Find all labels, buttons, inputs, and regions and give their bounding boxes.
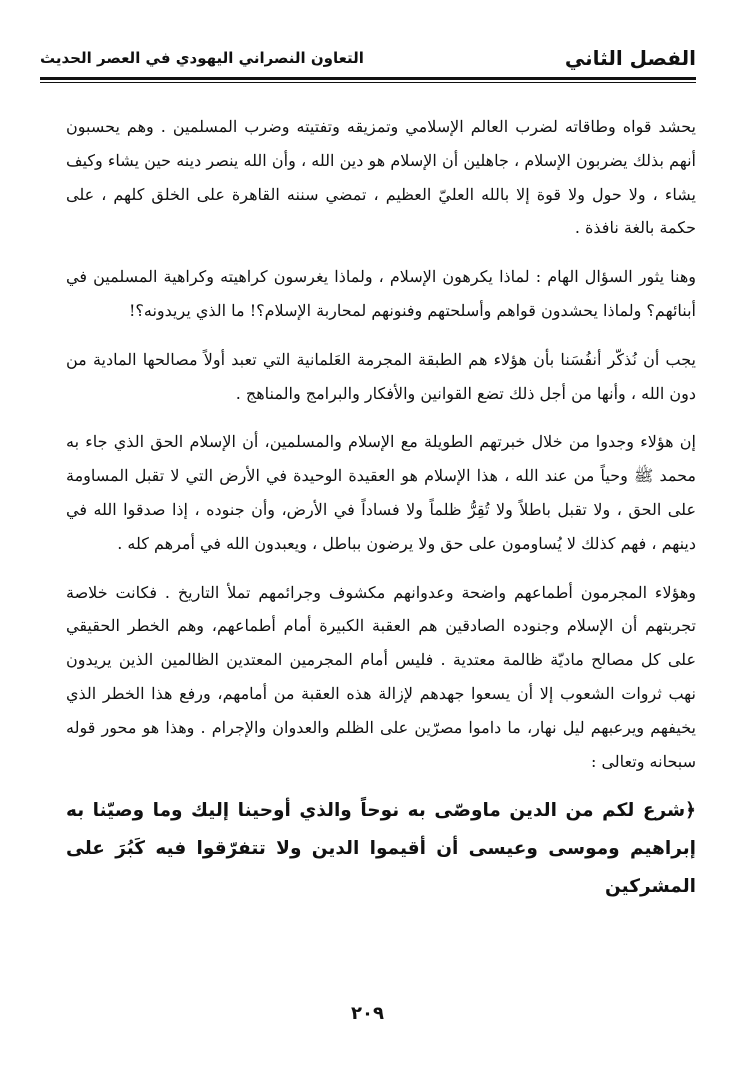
header-rule bbox=[40, 77, 696, 83]
page-body bbox=[66, 110, 696, 906]
paragraph-2: وهنا يثور السؤال الهام : لماذا يكرهون الإسلام ، ولماذا يغرسون كراهيته وكراهية المسلمين في أبنائهم؟ ولماذا يحشدون قواهم وأسلحتهم وفنونهم لمحاربة الإسلام؟! ما الذي يريدونه؟! bbox=[66, 267, 696, 320]
paragraph-1: يحشد قواه وطاقاته لضرب العالم الإسلامي وتمزيقه وتفتيته وضرب المسلمين . وهم يحسبون أنهم بذلك يضربون الإسلام ، جاهلين أن الإسلام هو دين الله ، وأن الله ينصر دينه حين يشاء وكيف يشاء ، ولا حول ولا قوة إلا بالله العليّ العظيم ، تمضي سننه القاهرة على الخلق كلهم ، على حكمة بالغة نافذة . bbox=[66, 117, 696, 238]
paragraph-3: يجب أن نُذكّر أنفُسَنا بأن هؤلاء هم الطبقة المجرمة العَلمانية التي تعبد أولاً مصالحها المادية من دون الله ، وأنها من أجل ذلك تضع القوانين والأفكار والبرامج والمناهج . bbox=[66, 349, 696, 403]
quran-verse: ﴿شرع لكم من الدين ماوصّى به نوحاً والذي أوحينا إليك وما وصيّنا به إبراهيم وموسى وعيسى أن أقيموا الدين ولا تتفرّقوا فيه كَبُرَ على المشركين bbox=[66, 800, 696, 898]
paragraph-4: إن هؤلاء وجدوا من خلال خبرتهم الطويلة مع الإسلام والمسلمين، أن الإسلام الحق الذي جاء به محمد ﷺ وحياً من عند الله ، هذا الإسلام هو العقيدة الوحيدة في الأرض التي لا تقبل المساومة على الحق ، ولا تقبل باطلاً ولا تُقِرُّ ظلماً ولا فساداً في الأرض، وأن جنوده ، إذا صدقوا الله في دينهم ، فهم كذلك لا يُساومون على حق ولا يرضون بباطل ، ويعبدون الله في أمرهم كله . bbox=[66, 432, 696, 553]
paragraph-5: وهؤلاء المجرمون أطماعهم واضحة وعدوانهم مكشوف وجرائمهم تملأ التاريخ . فكانت خلاصة تجربتهم أن الإسلام وجنوده الصادقين هم العقبة الكبيرة أمام أطماعهم، وهم الخطر الحقيقي على كل مصالح ماديّة ظالمة معتدية . فليس أمام المجرمين المعتدين الظالمين الذين يريدون نهب ثروات الشعوب إلا أن يسعوا جهدهم لإزالة هذه العقبة من أمامهم، ورفع هذا الخطر الذي يخيفهم ويرعبهم ليل نهار، ما داموا مصرّين على الظلم والعدوان والإجرام . وهذا هو محور قوله سبحانه وتعالى : bbox=[66, 582, 696, 771]
chapter-title: الفصل الثاني bbox=[564, 46, 696, 70]
running-header bbox=[40, 44, 696, 74]
page-number: ٢٠٩ bbox=[351, 1003, 384, 1024]
book-title: التعاون النصراني اليهودي في العصر الحديث bbox=[40, 49, 364, 67]
